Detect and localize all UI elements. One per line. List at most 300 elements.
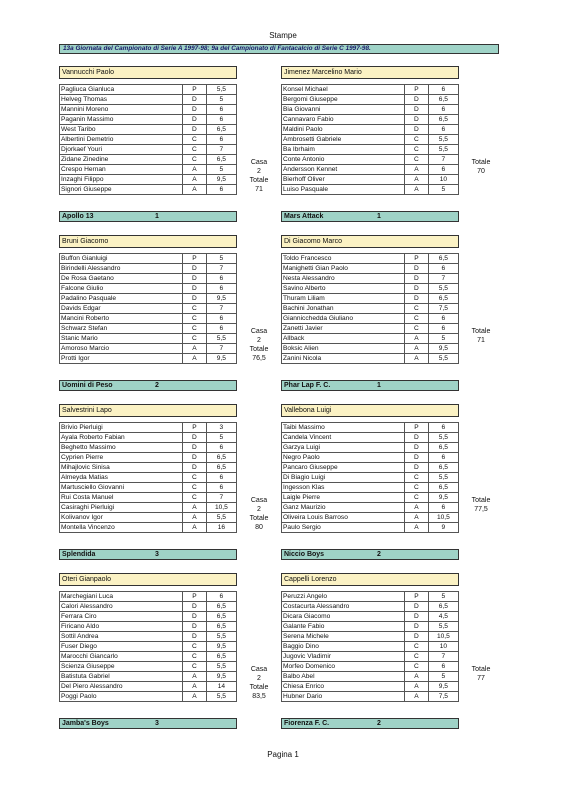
player-row [60,503,237,513]
player-name: Inzaghi Filippo [60,175,183,185]
player-name: Thuram Liliam [282,294,405,304]
summary-line: 80 [255,524,263,531]
player-role: D [183,453,207,463]
player-row [60,483,237,493]
player-row [60,433,237,443]
summary-line: 76,5 [252,355,266,362]
player-vote: 3 [206,423,236,433]
player-vote: 6,5 [206,652,236,662]
player-role: D [183,622,207,632]
player-row [282,95,459,105]
player-row [282,125,459,135]
player-vote: 6 [206,324,236,334]
player-role: C [183,155,207,165]
player-name: Zanini Nicola [282,354,405,364]
player-vote: 6,5 [206,463,236,473]
player-row [60,443,237,453]
player-vote: 9,5 [206,354,236,364]
player-row [60,344,237,354]
home-summary [239,158,279,194]
player-row [282,334,459,344]
player-role: C [405,155,429,165]
player-role: A [405,672,429,682]
player-name: Calori Alessandro [60,602,183,612]
player-role: A [183,513,207,523]
player-vote: 5,5 [428,473,458,483]
player-role: C [405,642,429,652]
player-name: Fuser Diego [60,642,183,652]
player-row [282,115,459,125]
player-row [282,274,459,284]
player-vote: 9,5 [428,682,458,692]
player-row [282,662,459,672]
player-row [60,254,237,264]
player-name: Costacurta Alessandro [282,602,405,612]
player-vote: 10,5 [428,513,458,523]
team-name: Splendida [62,551,96,558]
player-role: C [405,483,429,493]
player-name: Luiso Pasquale [282,185,405,195]
player-name: Scienza Giuseppe [60,662,183,672]
player-row [282,523,459,533]
team-name: Phar Lap F. C. [284,382,331,389]
player-name: Crespo Hernan [60,165,183,175]
player-row [282,473,459,483]
player-row [282,354,459,364]
player-name: Morfeo Domenico [282,662,405,672]
summary-line: Totale [471,159,491,166]
player-row [282,672,459,682]
coach-name: Salvestrini Lapo [59,404,237,417]
match-result [59,718,501,729]
roster-table [281,84,459,195]
player-role: D [183,105,207,115]
player-name: Stanic Mario [60,334,183,344]
left-team-result [59,380,237,391]
away-summary [461,496,501,514]
player-role: A [183,185,207,195]
left-team-result [59,718,237,729]
player-row [282,175,459,185]
player-row [282,483,459,493]
player-row [282,264,459,274]
player-name: Beghetto Massimo [60,443,183,453]
match-block [59,573,501,736]
player-name: Pancaro Giuseppe [282,463,405,473]
player-name: Signori Giuseppe [60,185,183,195]
team-name: Jamba's Boys [62,720,109,727]
page-header: Stampe [269,31,297,40]
player-row [60,115,237,125]
player-name: Di Biagio Luigi [282,473,405,483]
player-row [60,662,237,672]
player-vote: 9,5 [428,344,458,354]
player-role: A [405,165,429,175]
player-row [282,622,459,632]
player-name: Serena Michele [282,632,405,642]
player-vote: 5,5 [428,433,458,443]
player-name: Mihajlovic Sinisa [60,463,183,473]
player-name: Boksic Alien [282,344,405,354]
player-name: Brivio Pierluigi [60,423,183,433]
player-name: Bergomi Giuseppe [282,95,405,105]
coach-name: Vallebona Luigi [281,404,459,417]
player-vote: 10,5 [428,632,458,642]
player-vote: 6 [206,274,236,284]
player-row [60,612,237,622]
player-vote: 6 [428,503,458,513]
player-vote: 7 [206,145,236,155]
player-row [60,135,237,145]
player-role: D [405,294,429,304]
left-team-lineup [59,573,237,702]
away-summary [461,665,501,683]
player-name: Falcone Giulio [60,284,183,294]
player-name: Schwarz Stefan [60,324,183,334]
player-role: C [183,662,207,672]
player-row [282,503,459,513]
player-vote: 5 [428,592,458,602]
player-vote: 7 [206,304,236,314]
player-role: D [183,294,207,304]
roster-table [59,84,237,195]
player-role: A [405,185,429,195]
home-summary [239,665,279,701]
player-role: C [183,334,207,344]
roster-table [59,591,237,702]
player-vote: 10 [428,175,458,185]
player-role: A [183,692,207,702]
player-role: C [183,642,207,652]
team-goals: 1 [155,213,159,220]
player-row [282,294,459,304]
player-row [60,165,237,175]
player-role: D [405,274,429,284]
player-vote: 5,5 [206,513,236,523]
player-role: D [405,115,429,125]
summary-line: Totale [471,666,491,673]
player-name: Zanetti Javier [282,324,405,334]
player-vote: 5,5 [428,135,458,145]
player-role: D [405,125,429,135]
player-name: Bia Giovanni [282,105,405,115]
summary-line: 77 [477,675,485,682]
player-name: Casiraghi Pierluigi [60,503,183,513]
player-vote: 6 [206,135,236,145]
match-block [59,235,501,398]
player-role: D [183,95,207,105]
summary-line: Totale [249,346,269,353]
player-vote: 5 [428,185,458,195]
player-name: Zidane Zinedine [60,155,183,165]
player-role: P [405,423,429,433]
left-team-lineup [59,404,237,533]
match-result [59,380,501,391]
player-role: A [183,344,207,354]
coach-name: Di Giacomo Marco [281,235,459,248]
player-row [60,185,237,195]
player-role: C [405,304,429,314]
match-block [59,66,501,229]
summary-line: 83,5 [252,693,266,700]
player-vote: 6 [428,125,458,135]
player-row [282,284,459,294]
player-name: Conte Antonio [282,155,405,165]
player-row [282,85,459,95]
player-vote: 6,5 [206,622,236,632]
player-name: Almeyda Matias [60,473,183,483]
left-team-lineup [59,66,237,195]
player-name: Birindelli Alessandro [60,264,183,274]
team-name: Mars Attack [284,213,324,220]
team-goals: 3 [155,720,159,727]
player-name: Martusciello Giovanni [60,483,183,493]
player-vote: 5,5 [428,622,458,632]
left-team-result [59,549,237,560]
player-vote: 5,5 [206,334,236,344]
player-row [60,692,237,702]
player-role: P [183,254,207,264]
player-role: C [183,473,207,483]
player-name: Negro Paolo [282,453,405,463]
player-name: Amoroso Marcio [60,344,183,354]
summary-line: 71 [477,337,485,344]
summary-line: 2 [257,675,261,682]
player-name: Jugovic Vladimir [282,652,405,662]
player-row [60,274,237,284]
player-name: Paganin Massimo [60,115,183,125]
player-vote: 6,5 [206,125,236,135]
player-row [282,682,459,692]
team-name: Fiorenza F. C. [284,720,330,727]
player-vote: 5,5 [428,284,458,294]
player-role: D [183,125,207,135]
player-role: A [183,523,207,533]
team-name: Niccio Boys [284,551,325,558]
player-vote: 7,5 [428,304,458,314]
player-name: Ambrosetti Gabriele [282,135,405,145]
player-vote: 7 [206,344,236,354]
player-role: C [183,304,207,314]
player-row [282,155,459,165]
player-vote: 7 [206,493,236,503]
player-name: Davids Edgar [60,304,183,314]
player-row [60,632,237,642]
player-row [60,155,237,165]
player-name: De Rosa Gaetano [60,274,183,284]
player-name: Garzya Luigi [282,443,405,453]
player-name: Ferrara Ciro [60,612,183,622]
player-role: D [405,264,429,274]
right-team-result [281,549,459,560]
team-name: Uomini di Peso [62,382,113,389]
player-row [60,334,237,344]
player-name: Montella Vincenzo [60,523,183,533]
player-vote: 6,5 [428,95,458,105]
player-name: Bierhoff Oliver [282,175,405,185]
player-role: D [405,95,429,105]
player-role: C [405,652,429,662]
player-role: D [183,602,207,612]
player-role: A [405,175,429,185]
player-row [60,592,237,602]
player-row [282,642,459,652]
player-vote: 6 [206,115,236,125]
player-row [282,145,459,155]
player-vote: 6 [428,453,458,463]
player-name: Taibi Massimo [282,423,405,433]
player-vote: 6 [206,592,236,602]
roster-table [59,422,237,533]
player-role: D [183,274,207,284]
player-row [60,622,237,632]
player-role: P [183,423,207,433]
player-role: P [405,592,429,602]
player-vote: 6 [206,443,236,453]
player-vote: 6 [428,165,458,175]
player-name: Nesta Alessandro [282,274,405,284]
player-name: Ganz Maurizio [282,503,405,513]
player-name: Cannavaro Fabio [282,115,405,125]
player-name: Konsel Michael [282,85,405,95]
player-name: Paulo Sergio [282,523,405,533]
player-role: P [183,592,207,602]
roster-table [59,253,237,364]
player-row [60,463,237,473]
player-name: Pagliuca Gianluca [60,85,183,95]
player-name: Marocchi Giancarlo [60,652,183,662]
player-role: A [405,682,429,692]
summary-line: 77,5 [474,506,488,513]
player-name: Maldini Paolo [282,125,405,135]
player-row [282,344,459,354]
player-row [282,513,459,523]
player-row [282,105,459,115]
player-name: Helveg Thomas [60,95,183,105]
player-role: D [183,433,207,443]
player-role: A [405,503,429,513]
player-row [60,264,237,274]
player-vote: 6,5 [428,602,458,612]
player-name: Sottil Andrea [60,632,183,642]
player-vote: 9,5 [206,672,236,682]
summary-line: 71 [255,186,263,193]
player-role: C [405,324,429,334]
player-vote: 6 [428,314,458,324]
player-row [282,433,459,443]
player-name: Hubner Dario [282,692,405,702]
player-role: A [405,354,429,364]
player-role: A [183,354,207,364]
player-vote: 5,5 [428,354,458,364]
player-name: Ingesson Klas [282,483,405,493]
player-vote: 6,5 [206,453,236,463]
player-role: C [405,493,429,503]
player-role: C [405,662,429,672]
player-vote: 9,5 [206,642,236,652]
player-name: Buffon Gianluigi [60,254,183,264]
team-name: Apollo 13 [62,213,94,220]
player-vote: 5 [206,254,236,264]
player-row [282,423,459,433]
player-vote: 5 [428,672,458,682]
player-row [60,354,237,364]
player-name: Kolivanov Igor [60,513,183,523]
summary-line: Casa [250,159,268,166]
player-row [60,642,237,652]
player-vote: 7 [206,264,236,274]
team-goals: 1 [377,382,381,389]
player-row [60,105,237,115]
player-role: D [405,284,429,294]
player-row [60,284,237,294]
player-name: Manighetti Gian Paolo [282,264,405,274]
player-vote: 9,5 [428,493,458,503]
player-vote: 5,5 [206,632,236,642]
player-vote: 5,5 [206,662,236,672]
player-row [282,254,459,264]
home-summary [239,327,279,363]
player-vote: 5 [206,433,236,443]
page-footer: Pagina 1 [267,750,299,759]
right-team-lineup [281,66,459,195]
match-result [59,549,501,560]
team-goals: 1 [377,213,381,220]
right-team-lineup [281,573,459,702]
player-role: C [405,135,429,145]
player-role: C [405,314,429,324]
player-row [282,612,459,622]
player-row [60,95,237,105]
player-row [60,125,237,135]
player-vote: 5 [428,334,458,344]
summary-line: Totale [249,177,269,184]
player-vote: 9,5 [206,175,236,185]
player-vote: 6,5 [206,602,236,612]
player-row [282,493,459,503]
player-vote: 6 [428,105,458,115]
player-role: C [405,145,429,155]
team-goals: 2 [377,551,381,558]
player-role: D [405,612,429,622]
player-vote: 6,5 [428,254,458,264]
player-name: Giannicchedda Giuliano [282,314,405,324]
player-role: D [183,264,207,274]
player-role: C [183,483,207,493]
coach-name: Bruni Giacomo [59,235,237,248]
player-vote: 5,5 [206,692,236,702]
player-role: D [405,622,429,632]
player-vote: 6,5 [428,115,458,125]
player-vote: 7 [428,652,458,662]
player-vote: 14 [206,682,236,692]
player-role: A [405,334,429,344]
left-team-lineup [59,235,237,364]
player-role: D [405,453,429,463]
player-vote: 9 [428,523,458,533]
player-name: Ba Ibrhaim [282,145,405,155]
right-team-result [281,211,459,222]
player-vote: 10 [428,642,458,652]
match-result [59,211,501,222]
player-row [282,135,459,145]
summary-line: 2 [257,337,261,344]
player-name: Chiesa Enrico [282,682,405,692]
coach-name: Jimenez Marcelino Mario [281,66,459,79]
player-row [60,523,237,533]
player-row [60,175,237,185]
player-name: Allback [282,334,405,344]
